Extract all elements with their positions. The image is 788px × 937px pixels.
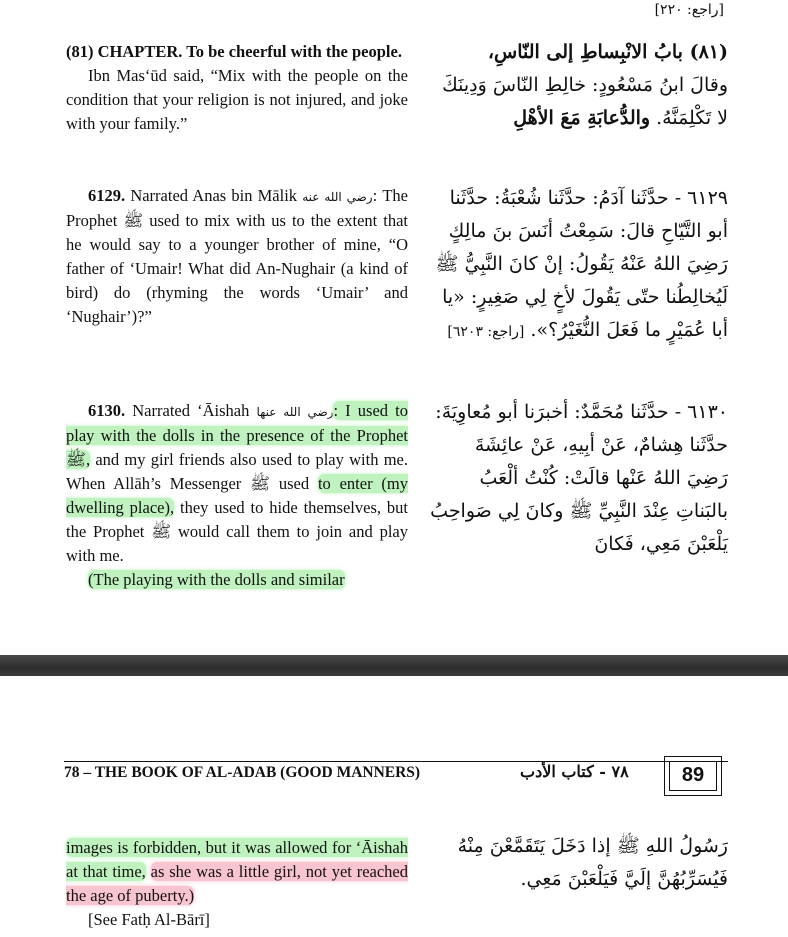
header-rule	[64, 761, 728, 762]
hadith-6129-english	[66, 184, 408, 329]
chapter-heading: (81) CHAPTER. To be cheerful with the people.	[66, 42, 402, 61]
highlight-green-2: to enter (my dwelling place),	[66, 474, 408, 517]
page-number-box	[664, 756, 722, 796]
continuation-english	[66, 836, 408, 932]
running-header-arabic: ٧٨ - كتاب الأدب	[520, 762, 629, 781]
hadith-number: 6130.	[88, 401, 126, 420]
hadith-narrator: Narrated ‘Āishah	[132, 401, 250, 420]
highlight-red: as she was a little girl, not yet reached the age of puberty.)	[66, 862, 409, 905]
hadith-6130-english	[66, 399, 408, 592]
arabic-continuation: رَسُولُ اللهِ ﷺ إذا دَخَلَ يَتَقَمَّعْنَ مِنْهُ فَيُسَرِّبُهُنَّ إلَيَّ فَيَلْعَبْنَ مَعِي.	[457, 835, 728, 890]
arabic-reference: [راجع: ٦٢٠٣]	[447, 324, 525, 340]
chapter-text: Ibn Mas‘ūd said, “Mix with the people on the condition that your religion is not injured, and joke with your family.”	[66, 66, 408, 133]
hadith-number: 6129.	[88, 186, 126, 205]
running-header-title: 78 – THE BOOK OF AL-ADAB (GOOD MANNERS)	[64, 764, 421, 781]
hadith-text-end: they used to hide themselves, but the Prophet ﷺ would call them to join and play with me.	[66, 498, 409, 565]
chapter-81-english	[66, 40, 408, 136]
honorific: رضي الله عنه	[302, 190, 373, 204]
hadith-6129-arabic	[428, 182, 728, 349]
highlight-green-3: (The playing with the dolls and similar	[88, 570, 345, 589]
hadith-text: : The Prophet ﷺ used to mix with us to the extent that he would say to a younger brother of mine, “O father of ‘Umair! What did An-Nughair (a kind of bird) do (rhyming the words ‘Umair’ and ‘Nughair’)?”	[66, 186, 409, 326]
chapter-81-arabic	[428, 36, 728, 135]
honorific: رضي الله عنها	[256, 405, 334, 419]
arabic-chapter-text: وقالَ ابنُ مَسْعُودٍ: خالِطِ النّاسَ وَدِينَكَ لا تَكْلِمَنَّهُ.	[442, 74, 728, 129]
hadith-6130-arabic	[428, 396, 728, 561]
top-reference: [راجع: ٢٢٠]	[654, 2, 724, 18]
highlight-green-4: images is forbidden, but it was allowed for ‘Āishah at that time,	[66, 838, 408, 881]
hadith-text-mid: and my girl friends also used to play with me. When Allāh’s Messenger ﷺ used	[66, 450, 408, 493]
arabic-chapter-bold: والدُّعابَةِ مَعَ الأهْلِ	[513, 107, 651, 129]
page-number: 89	[669, 761, 717, 791]
arabic-chapter-title: (٨١) بابُ الانْبِساطِ إلى النّاسِ،	[487, 41, 728, 63]
arabic-hadith-text: ٦١٣٠ - حدَّثَنا مُحَمَّدٌ: أخبرَنا أبو مُعاوِيَةَ: حدَّثَنا هِشامٌ، عَنْ أبِيهِ، عَنْ عائِشَةَ رَضِيَ اللهُ عَنْها قالَتْ: كُنْتُ ألْعَبُ بالبَناتِ عِنْدَ النَّبِيِّ ﷺ وكانَ لِي صَواحِبُ يَلْعَبْنَ مَعِي، فَكانَ	[430, 401, 728, 555]
hadith-narrator: Narrated Anas bin Mālik	[130, 186, 298, 205]
arabic-hadith-text: ٦١٢٩ - حدَّثَنا آدَمُ: حدَّثَنا شُعْبَةُ: حدَّثَنا أبو التَّيّاحِ قالَ: سَمِعْتُ أنَسَ بنَ مالِكٍ رَضِيَ اللهُ عَنْهُ يَقُولُ: إنْ كانَ النَّبِيُّ ﷺ لَيُخالِطُنا حتّى يَقُولَ لأخٍ لِي صَغِيرٍ: «يا أبا عُمَيْرٍ ما فَعَلَ النُّغَيْرُ؟».	[435, 187, 728, 341]
highlight-green-1: : I used to play with the dolls in the presence of the Prophet ﷺ,	[66, 401, 409, 469]
continuation-arabic	[428, 830, 728, 896]
page-divider	[0, 655, 788, 676]
see-reference: [See Fatḥ Al-Bārī]	[88, 910, 210, 929]
